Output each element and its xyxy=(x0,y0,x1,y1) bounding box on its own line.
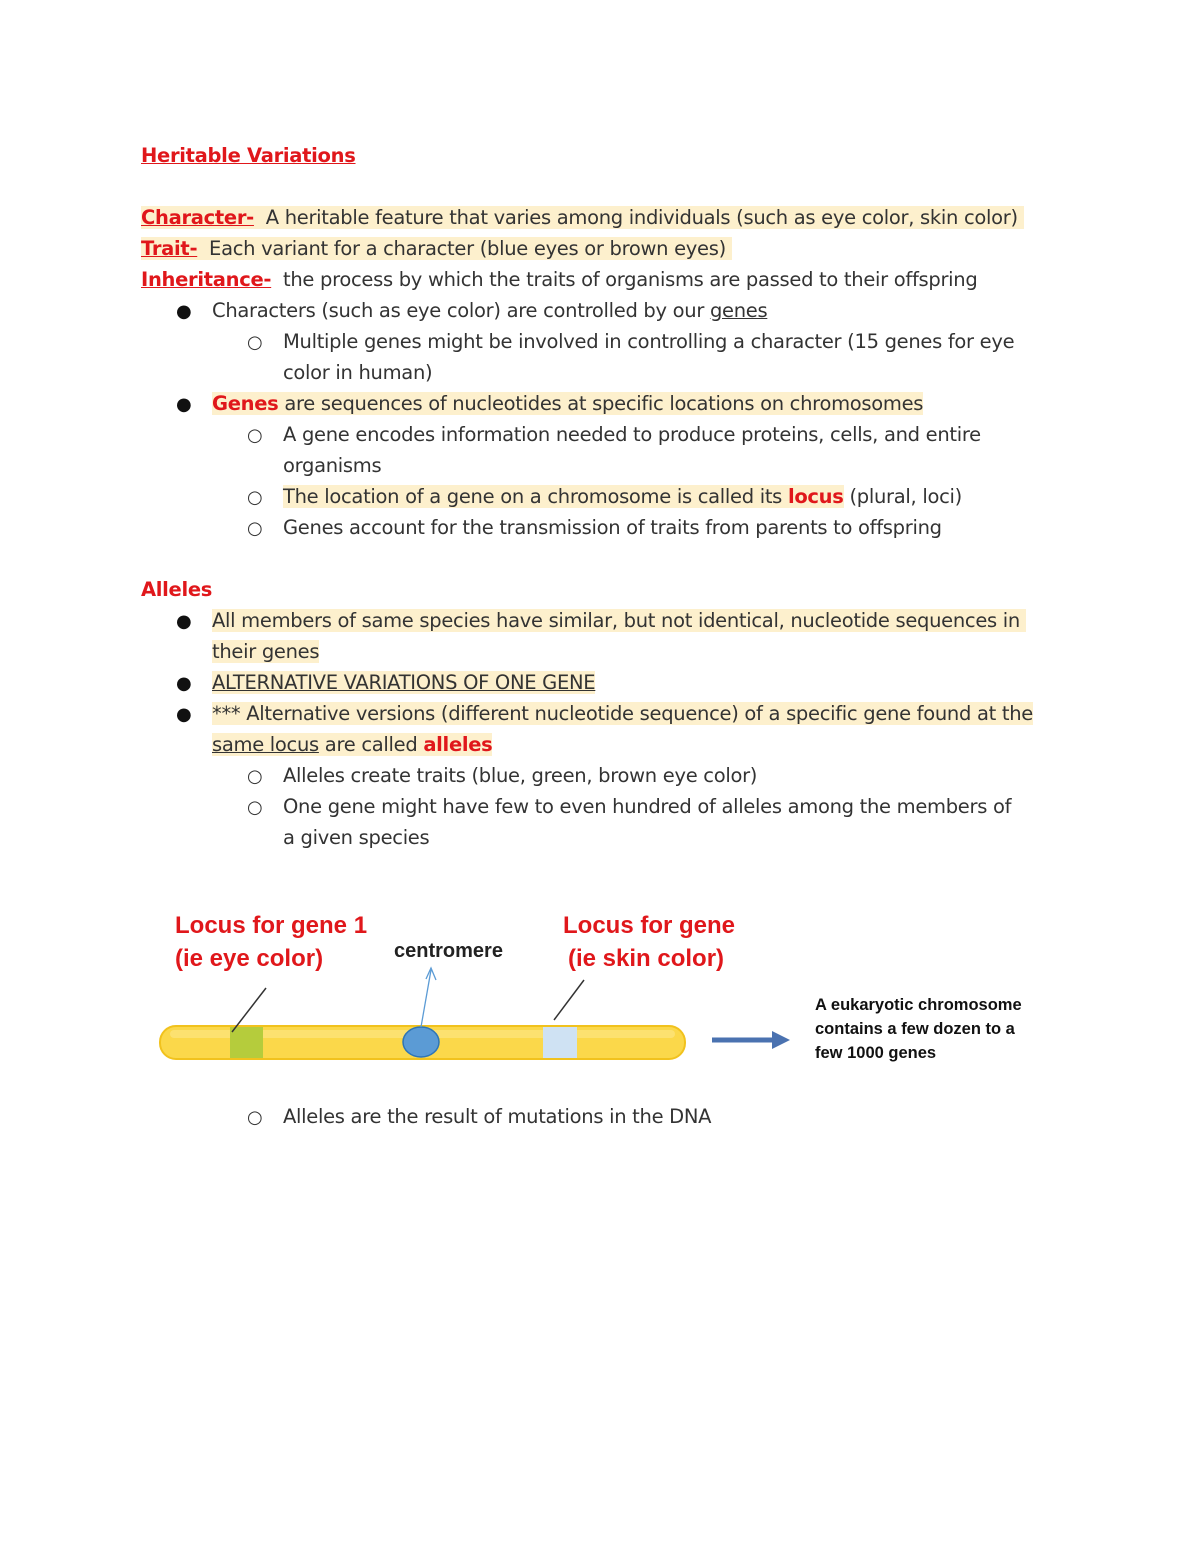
note-line2: contains a few dozen to a xyxy=(815,1020,1015,1038)
list-item-text: All members of same species have similar, but not identical, nucleotide sequences in xyxy=(212,609,1020,632)
centromere-label: centromere xyxy=(394,940,503,962)
bullet-icon: ● xyxy=(176,673,192,694)
note-line1: A eukaryotic chromosome xyxy=(815,996,1022,1014)
sub-bullet-icon: ○ xyxy=(247,518,263,539)
list-item-text: *** Alternative versions (different nucleotide sequence) of a specific gene found at the xyxy=(212,702,1033,725)
list-item-continued xyxy=(212,636,319,667)
centromere-dot xyxy=(403,1027,439,1057)
list-item xyxy=(212,605,1026,636)
sub-bullet-icon: ○ xyxy=(247,332,263,353)
list-item-text: are sequences of nucleotides at specific locations on chromosomes xyxy=(278,392,924,415)
term-character: Character- xyxy=(141,206,254,229)
list-item-continued xyxy=(212,729,492,760)
list-item xyxy=(212,388,923,419)
list-item-text: ALTERNATIVE VARIATIONS OF ONE GENE xyxy=(212,671,596,694)
bullet-icon: ● xyxy=(176,301,192,322)
sub-bullet-icon: ○ xyxy=(247,425,263,446)
note-line3: few 1000 genes xyxy=(815,1044,937,1062)
list-item-continued: organisms xyxy=(283,454,382,477)
list-item-text: their genes xyxy=(212,640,320,663)
locus2-label-line1: Locus for gene xyxy=(563,912,736,939)
chromosome-diagram xyxy=(150,900,1050,1080)
list-item-text: Characters (such as eye color) are controlled by our xyxy=(212,299,710,322)
locus1-label-line2: (ie eye color) xyxy=(175,945,324,972)
bullet-icon: ● xyxy=(176,611,192,632)
list-item xyxy=(212,667,595,698)
list-item: Genes account for the transmission of traits from parents to offspring xyxy=(283,516,942,539)
locus1-label-line1: Locus for gene 1 xyxy=(175,912,368,939)
definition-character xyxy=(141,202,1024,233)
locus2-pointer xyxy=(554,980,584,1020)
underlined-word: genes xyxy=(709,299,768,322)
list-item-text: (plural, loci) xyxy=(843,485,962,508)
locus2-band xyxy=(543,1027,577,1058)
centromere-arrowhead xyxy=(426,968,436,980)
list-item xyxy=(212,295,767,326)
sub-bullet-icon: ○ xyxy=(247,1107,263,1128)
term-locus: locus xyxy=(787,485,844,508)
term-inheritance: Inheritance- xyxy=(141,268,272,291)
sub-bullet-icon: ○ xyxy=(247,487,263,508)
title-text: Heritable Variations xyxy=(141,144,356,167)
list-item-continued: color in human) xyxy=(283,361,433,384)
list-item-continued: a given species xyxy=(283,826,430,849)
term-trait: Trait- xyxy=(141,237,198,260)
definition-text: Each variant for a character (blue eyes or brown eyes) xyxy=(209,237,726,260)
locus1-band xyxy=(230,1027,263,1058)
list-item: Multiple genes might be involved in controlling a character (15 genes for eye xyxy=(283,330,1015,353)
underlined-phrase: same locus xyxy=(212,733,319,756)
bullet-icon: ● xyxy=(176,704,192,725)
sub-bullet-icon: ○ xyxy=(247,766,263,787)
list-item: Alleles create traits (blue, green, brown eye color) xyxy=(283,764,758,787)
definition-trait xyxy=(141,233,732,264)
right-arrow-icon xyxy=(772,1031,790,1049)
list-item xyxy=(283,481,962,512)
locus2-label-line2: (ie skin color) xyxy=(568,945,725,972)
list-item xyxy=(212,698,1033,729)
section-heading-alleles xyxy=(141,574,212,605)
list-item: Alleles are the result of mutations in the DNA xyxy=(283,1105,712,1128)
term-genes: Genes xyxy=(212,392,279,415)
list-item-text: are called xyxy=(318,733,424,756)
list-item-text: The location of a gene on a chromosome is called its xyxy=(283,485,788,508)
heading-text: Alleles xyxy=(141,578,213,601)
list-item: A gene encodes information needed to produce proteins, cells, and entire xyxy=(283,423,981,446)
sub-bullet-icon: ○ xyxy=(247,797,263,818)
bullet-icon: ● xyxy=(176,394,192,415)
list-item: One gene might have few to even hundred of alleles among the members of xyxy=(283,795,1012,818)
definition-inheritance xyxy=(141,264,977,295)
definition-text: the process by which the traits of organisms are passed to their offspring xyxy=(283,268,978,291)
definition-text: A heritable feature that varies among individuals (such as eye color, skin color) xyxy=(265,206,1018,229)
term-alleles: alleles xyxy=(423,733,493,756)
page-title xyxy=(141,140,356,171)
